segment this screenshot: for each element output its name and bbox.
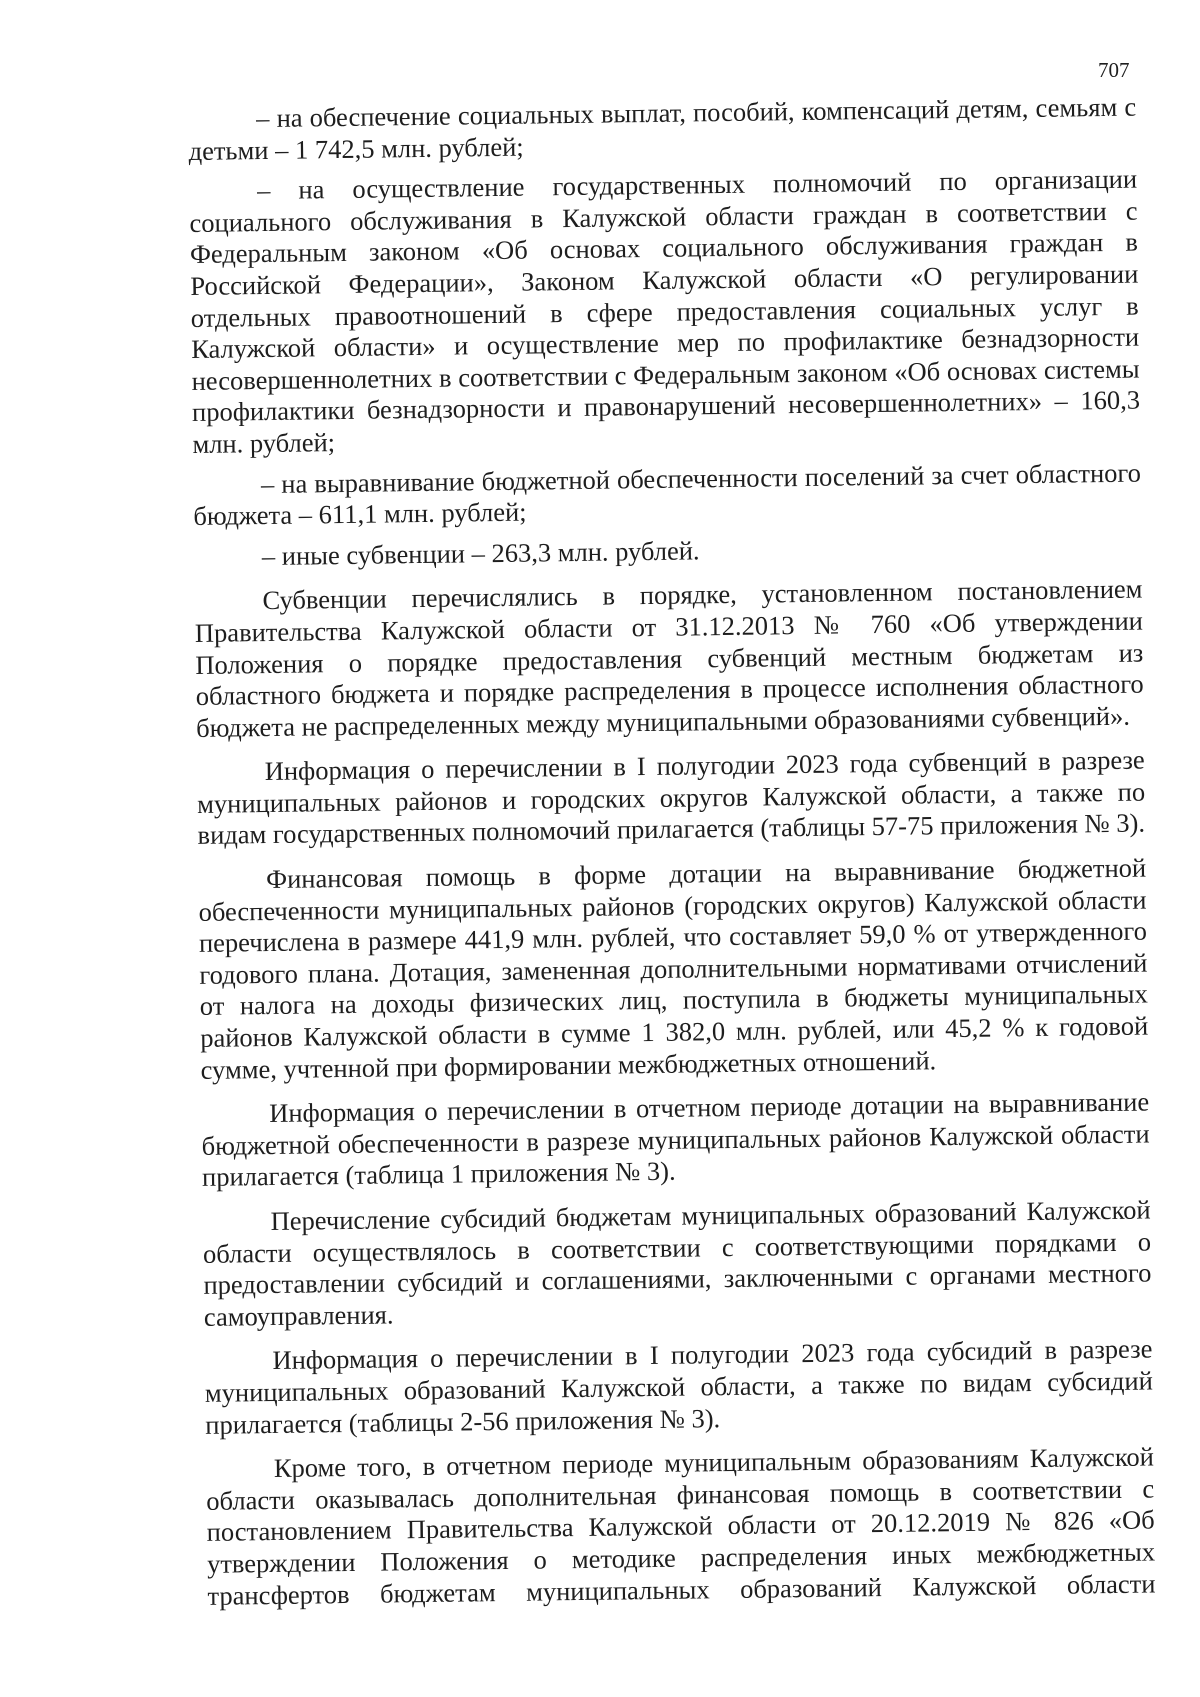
paragraph-social-payments: – на обеспечение социальных выплат, пособий, компенсаций детям, семьям с детьми – 1 742,5 млн. рублей;	[188, 91, 1137, 166]
paragraph-subsidy-transfer: Перечисление субсидий бюджетам муниципальных образований Калужской области осуществлялось в соответствии с соответствующими порядками о предоставлении субсидий и соглашениями, заключенными с органами местного самоуправления.	[202, 1194, 1152, 1332]
paragraph-other-subventions: – иные субвенции – 263,3 млн. рублей.	[261, 535, 700, 571]
paragraph-financial-aid: Финансовая помощь в форме дотации на выравнивание бюджетной обеспеченности муниципальных районов (городских округов) Калужской области перечислена в размере 441,9 млн. рублей, что составляет 59,0 % от утвержденного годового плана. Дотация, замененная дополнительными нормативами отчислений от налога на доходы физических лиц, поступила в бюджеты муниципальных районов Калужской области в сумме 1 382,0 млн. рублей, или 45,2 % к годовой сумме, учтенной при формировании межбюджетных отношений.	[198, 852, 1149, 1085]
paragraph-subvention-info: Информация о перечислении в I полугодии 2023 года субвенций в разрезе муниципальных районов и городских округов Калужской области, а также по видам государственных полномочий прилагается (таблицы 57-75 приложения № 3).	[196, 744, 1146, 851]
paragraph-settlement-equalization: – на выравнивание бюджетной обеспеченности поселений за счет областного бюджета – 611,1 млн. рублей;	[193, 457, 1142, 532]
document-body	[188, 92, 1156, 1612]
paragraph-subvention-procedure: Субвенции перечислялись в порядке, установленном постановлением Правительства Калужской области от 31.12.2013 № 760 «Об утверждении Положения о порядке предоставления субвенций местным бюджетам из областного бюджета и порядке распределения в процессе исполнения областного бюджета не распределенных между муниципальными образованиями субвенций».	[194, 573, 1144, 743]
paragraph-dotation-info: Информация о перечислении в отчетном периоде дотации на выравнивание бюджетной обеспеченности в разрезе муниципальных районов Калужской области прилагается (таблица 1 приложения № 3).	[201, 1086, 1150, 1193]
paragraph-subsidy-info: Информация о перечислении в I полугодии 2023 года субсидий в разрезе муниципальных образований Калужской области, а также по видам субсидий прилагается (таблицы 2-56 приложения № 3).	[204, 1333, 1153, 1440]
page-number: 707	[1098, 58, 1130, 82]
paragraph-social-services: – на осуществление государственных полномочий по организации социального обслуживания в Калужской области граждан в соответствии с Федеральным законом «Об основах социального обслуживания граждан в Российской Федерации», Законом Калужской области «О регулировании отдельных правоотношений в сфере предоставления социальных услуг в Калужской области» и осуществление мер по профилактике безнадзорности несовершеннолетних в соответствии с Федеральным законом «Об основах системы профилактики безнадзорности и правонарушений несовершеннолетних» – 160,3 млн. рублей;	[189, 163, 1141, 459]
paragraph-additional-aid: Кроме того, в отчетном периоде муниципальным образованиям Калужской области оказывалась дополнительная финансовая помощь в соответствии с постановлением Правительства Калужской области от 20.12.2019 № 826 «Об утверждении Положения о методике распределения иных межбюджетных трансфертов бюджетам муниципальных образований Калужской области	[206, 1441, 1156, 1611]
